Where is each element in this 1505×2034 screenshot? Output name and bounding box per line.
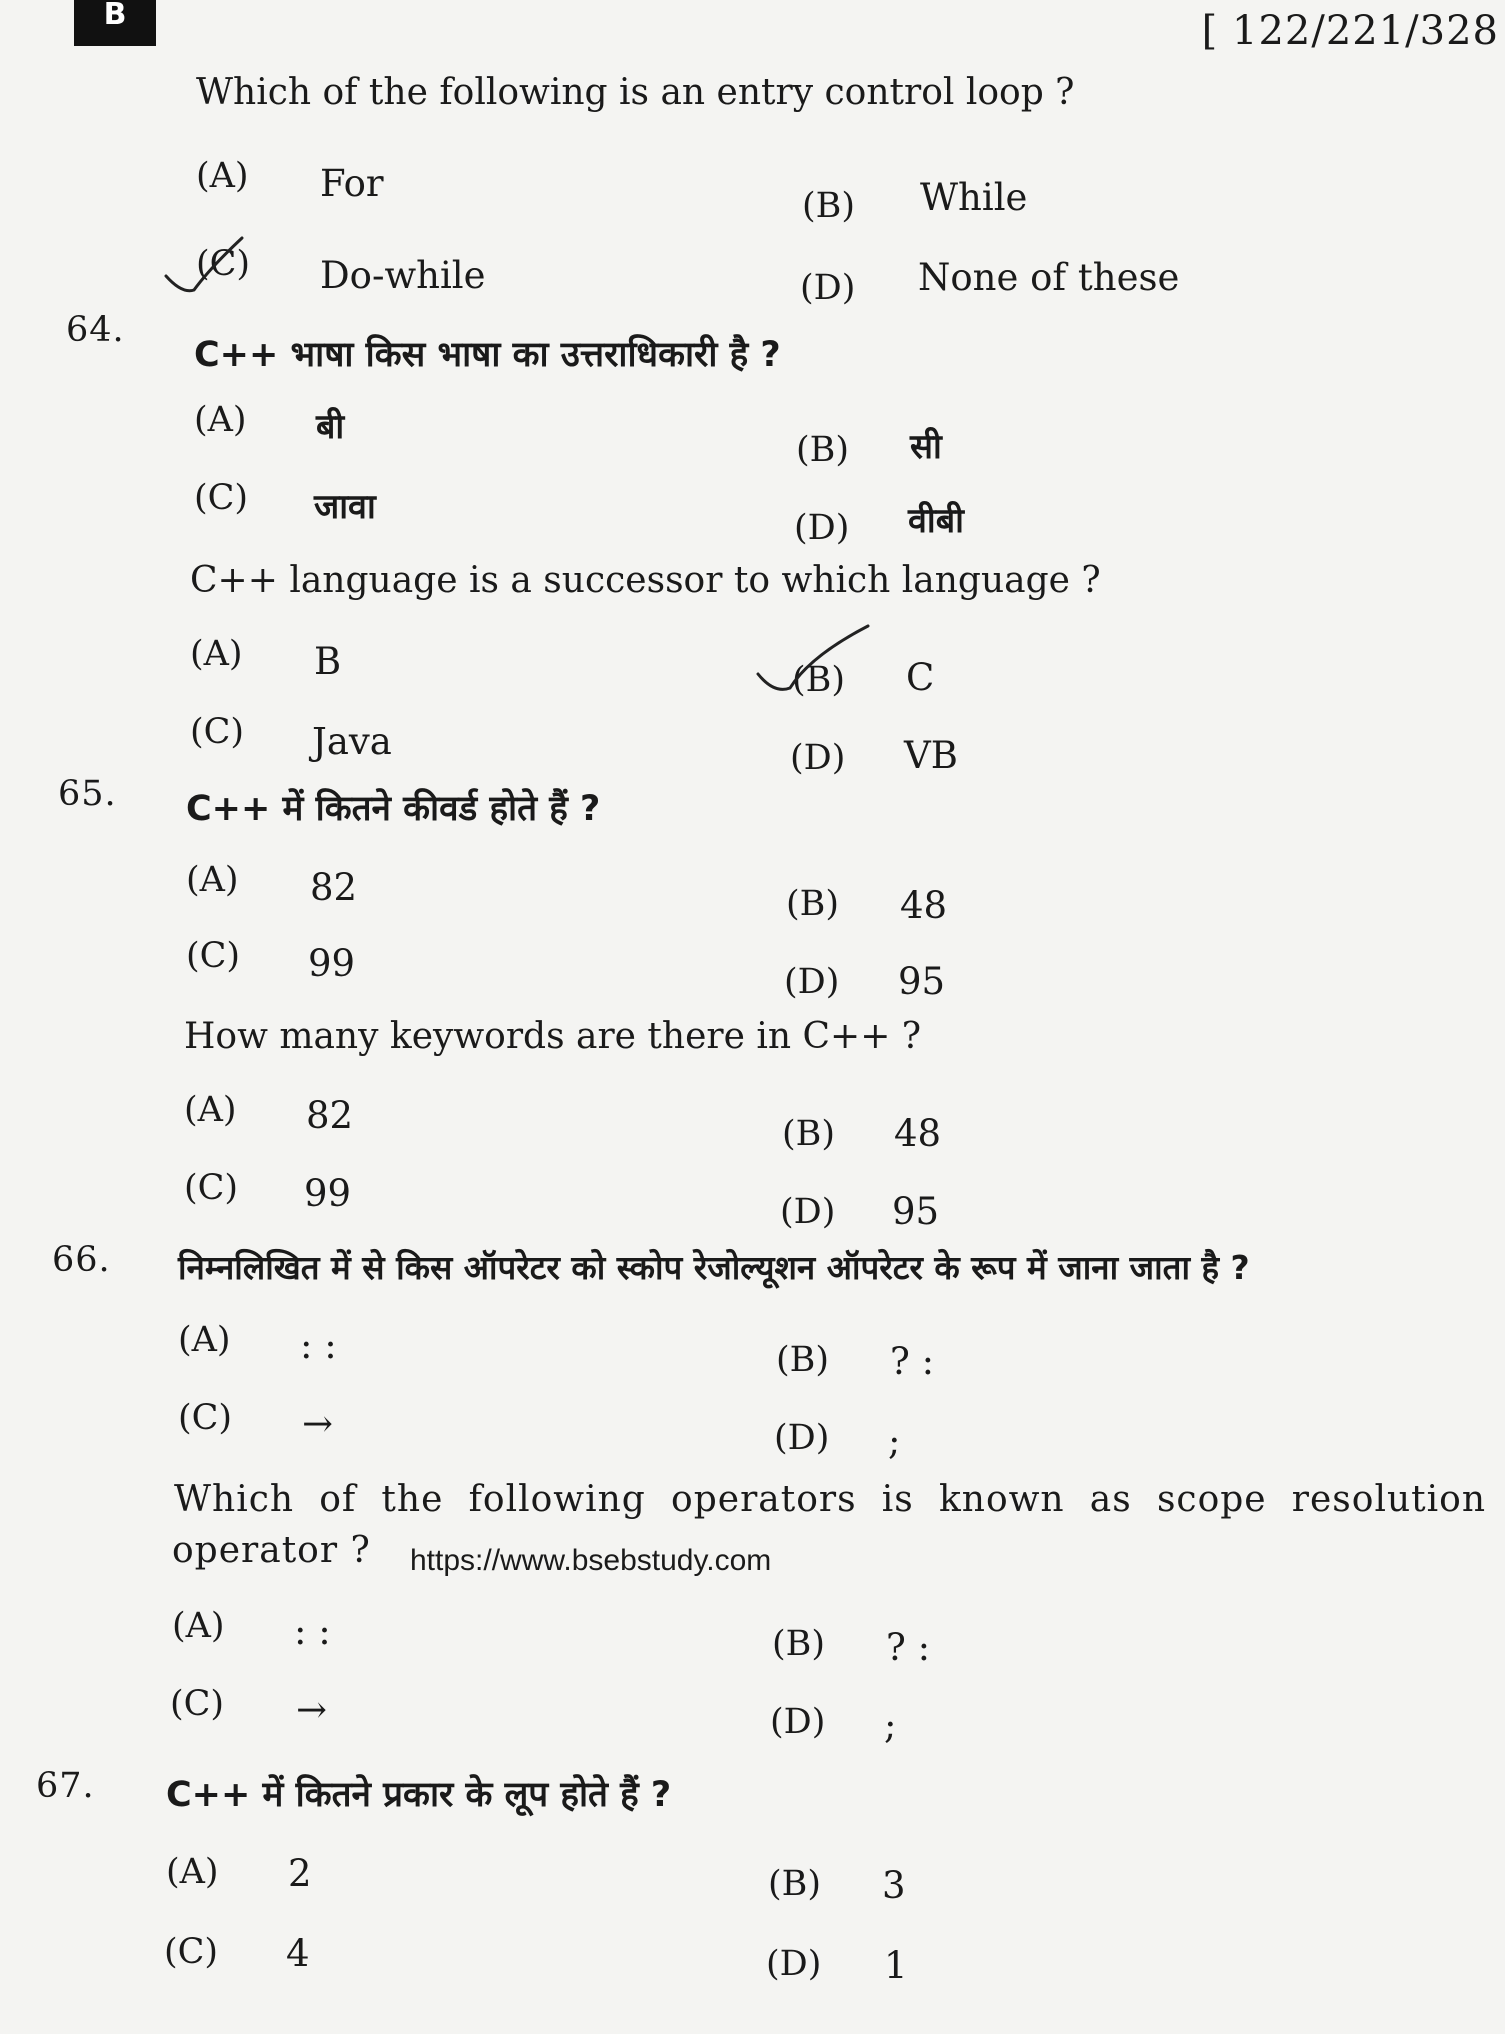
question-text-english: C++ language is a successor to which language ?: [190, 560, 1101, 601]
option-text: वीबी: [908, 501, 964, 541]
option-text: C: [906, 656, 935, 699]
option-label: (A): [186, 860, 239, 900]
option-text: : :: [294, 1610, 331, 1653]
option-label: (B): [792, 660, 846, 700]
option-text: VB: [904, 734, 958, 777]
option-label: (C): [190, 712, 245, 752]
option-label: (B): [782, 1114, 836, 1154]
question-number: 64.: [66, 310, 125, 350]
option-label: (A): [184, 1090, 237, 1130]
question-number: 65.: [58, 774, 117, 814]
option-label: (A): [172, 1606, 225, 1646]
option-label: (B): [772, 1624, 826, 1664]
option-label: (D): [774, 1418, 830, 1458]
question-text-english: Which of the following operators is known as scope resolution: [174, 1479, 1486, 1520]
option-label: (B): [796, 430, 850, 470]
check-mark-icon: [752, 620, 872, 710]
option-text: →: [302, 1402, 334, 1445]
option-label: (C): [170, 1684, 225, 1724]
option-text: 48: [894, 1112, 942, 1155]
question-text-hindi: निम्नलिखित में से किस ऑपरेटर को स्कोप रेजोल्यूशन ऑपरेटर के रूप में जाना जाता है ?: [178, 1248, 1250, 1287]
option-text: 3: [882, 1864, 906, 1907]
option-label: (C): [184, 1168, 239, 1208]
watermark-url: https://www.bsebstudy.com: [410, 1544, 772, 1577]
question-text-hindi: C++ भाषा किस भाषा का उत्तराधिकारी है ?: [194, 335, 781, 375]
option-label: (B): [802, 186, 856, 226]
question-text-english: How many keywords are there in C++ ?: [184, 1016, 922, 1057]
option-text: None of these: [918, 256, 1180, 299]
option-label: (B): [768, 1864, 822, 1904]
option-label: (C): [186, 936, 241, 976]
option-text: Do-while: [320, 254, 486, 297]
question-number: 66.: [52, 1240, 111, 1280]
option-text: 4: [286, 1932, 310, 1975]
option-text: →: [296, 1688, 328, 1731]
option-text: Java: [312, 720, 392, 763]
option-label: (A): [190, 634, 243, 674]
option-label: (A): [166, 1852, 219, 1892]
option-text: 2: [288, 1852, 312, 1895]
option-text: B: [314, 640, 342, 683]
option-label: (A): [178, 1320, 231, 1360]
option-text: For: [320, 162, 384, 205]
option-text: 95: [892, 1190, 940, 1233]
option-label: (D): [800, 268, 856, 308]
option-text: जावा: [314, 487, 376, 527]
option-text: 82: [306, 1094, 354, 1137]
option-label: (C): [178, 1398, 233, 1438]
option-label: (C): [196, 244, 251, 284]
option-text: 82: [310, 866, 358, 909]
option-text: ;: [884, 1704, 897, 1747]
option-text: 95: [898, 960, 946, 1003]
check-mark-icon: [160, 228, 260, 302]
option-label: (A): [196, 156, 249, 196]
question-text-hindi: C++ में कितने कीवर्ड होते हैं ?: [186, 789, 601, 829]
option-text: ;: [888, 1420, 901, 1463]
option-label: (A): [194, 400, 247, 440]
option-label: (D): [770, 1702, 826, 1742]
option-text: While: [920, 176, 1028, 219]
option-label: (D): [784, 962, 840, 1002]
option-text: 48: [900, 884, 948, 927]
option-text: 99: [308, 942, 356, 985]
option-label: (D): [794, 508, 850, 548]
option-label: (B): [786, 884, 840, 924]
option-label: (D): [780, 1192, 836, 1232]
option-text: सी: [910, 427, 942, 467]
question-text-hindi: C++ में कितने प्रकार के लूप होते हैं ?: [166, 1775, 672, 1815]
question-number: 67.: [36, 1766, 95, 1806]
option-text: 1: [884, 1944, 908, 1987]
option-label: (D): [766, 1944, 822, 1984]
paper-code: [ 122/221/328: [1201, 8, 1499, 54]
option-label: (C): [194, 478, 249, 518]
option-text: ? :: [890, 1340, 935, 1383]
option-text: 99: [304, 1172, 352, 1215]
option-text: ? :: [886, 1626, 931, 1669]
option-label: (B): [776, 1340, 830, 1380]
question-text-english: Which of the following is an entry control loop ?: [196, 72, 1075, 113]
option-label: (C): [164, 1932, 219, 1972]
option-label: (D): [790, 738, 846, 778]
option-text: : :: [300, 1324, 337, 1367]
question-text-english-continued: operator ?: [172, 1530, 371, 1571]
option-text: बी: [316, 407, 345, 447]
set-badge: B: [74, 0, 156, 46]
